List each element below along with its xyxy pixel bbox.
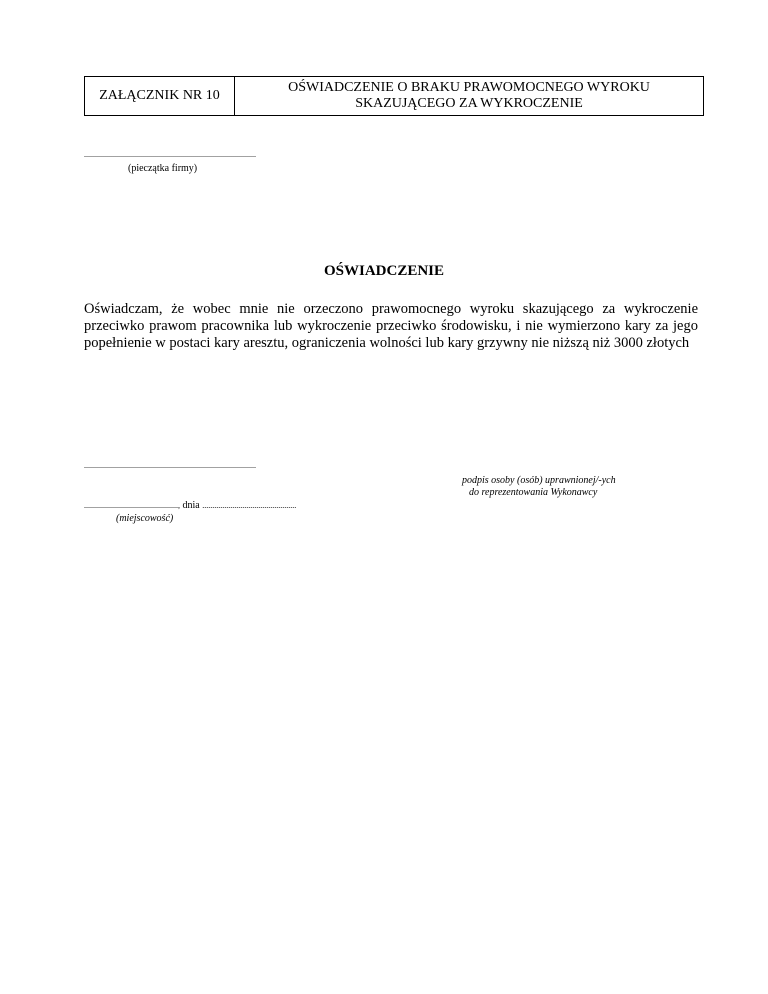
stamp-caption: (pieczątka firmy) <box>128 163 198 174</box>
signature-caption-line1: podpis osoby (osób) uprawnionej/-ych <box>462 475 616 486</box>
date-dotted-line: ............................................... <box>202 501 297 510</box>
declaration-body: Oświadczam, że wobec mnie nie orzeczono prawomocnego wyroku skazującego za wykroczenie przeciwko prawom pracownika lub wykroczenie przeciwko środowisku, i nie wymierzono kary za jego popełnienie w postaci kary aresztu, ograniczenia wolności lub kary grzywny nie niższą niż 3000 złotych <box>84 301 698 351</box>
signature-caption <box>462 475 616 499</box>
header-box <box>84 76 704 116</box>
dnia-label: dnia <box>182 500 200 511</box>
signature-caption-line2: do reprezentowania Wykonawcy <box>469 487 598 498</box>
header-title-line2: SKAZUJĄCEGO ZA WYKROCZENIE <box>355 96 583 111</box>
stamp-dotted-line: ...................................................................................... <box>84 150 256 159</box>
header-title <box>235 77 703 115</box>
place-caption: (miejscowość) <box>116 513 174 524</box>
header-title-line1: OŚWIADCZENIE O BRAKU PRAWOMOCNEGO WYROKU <box>288 80 650 95</box>
signature-dotted-line: ...................................................................................... <box>84 461 256 470</box>
document-title: OŚWIADCZENIE <box>323 263 445 279</box>
attachment-label: ZAŁĄCZNIK NR 10 <box>85 77 235 115</box>
place-dotted-line: ..............................................., <box>84 501 180 510</box>
place-date-line <box>84 500 296 511</box>
